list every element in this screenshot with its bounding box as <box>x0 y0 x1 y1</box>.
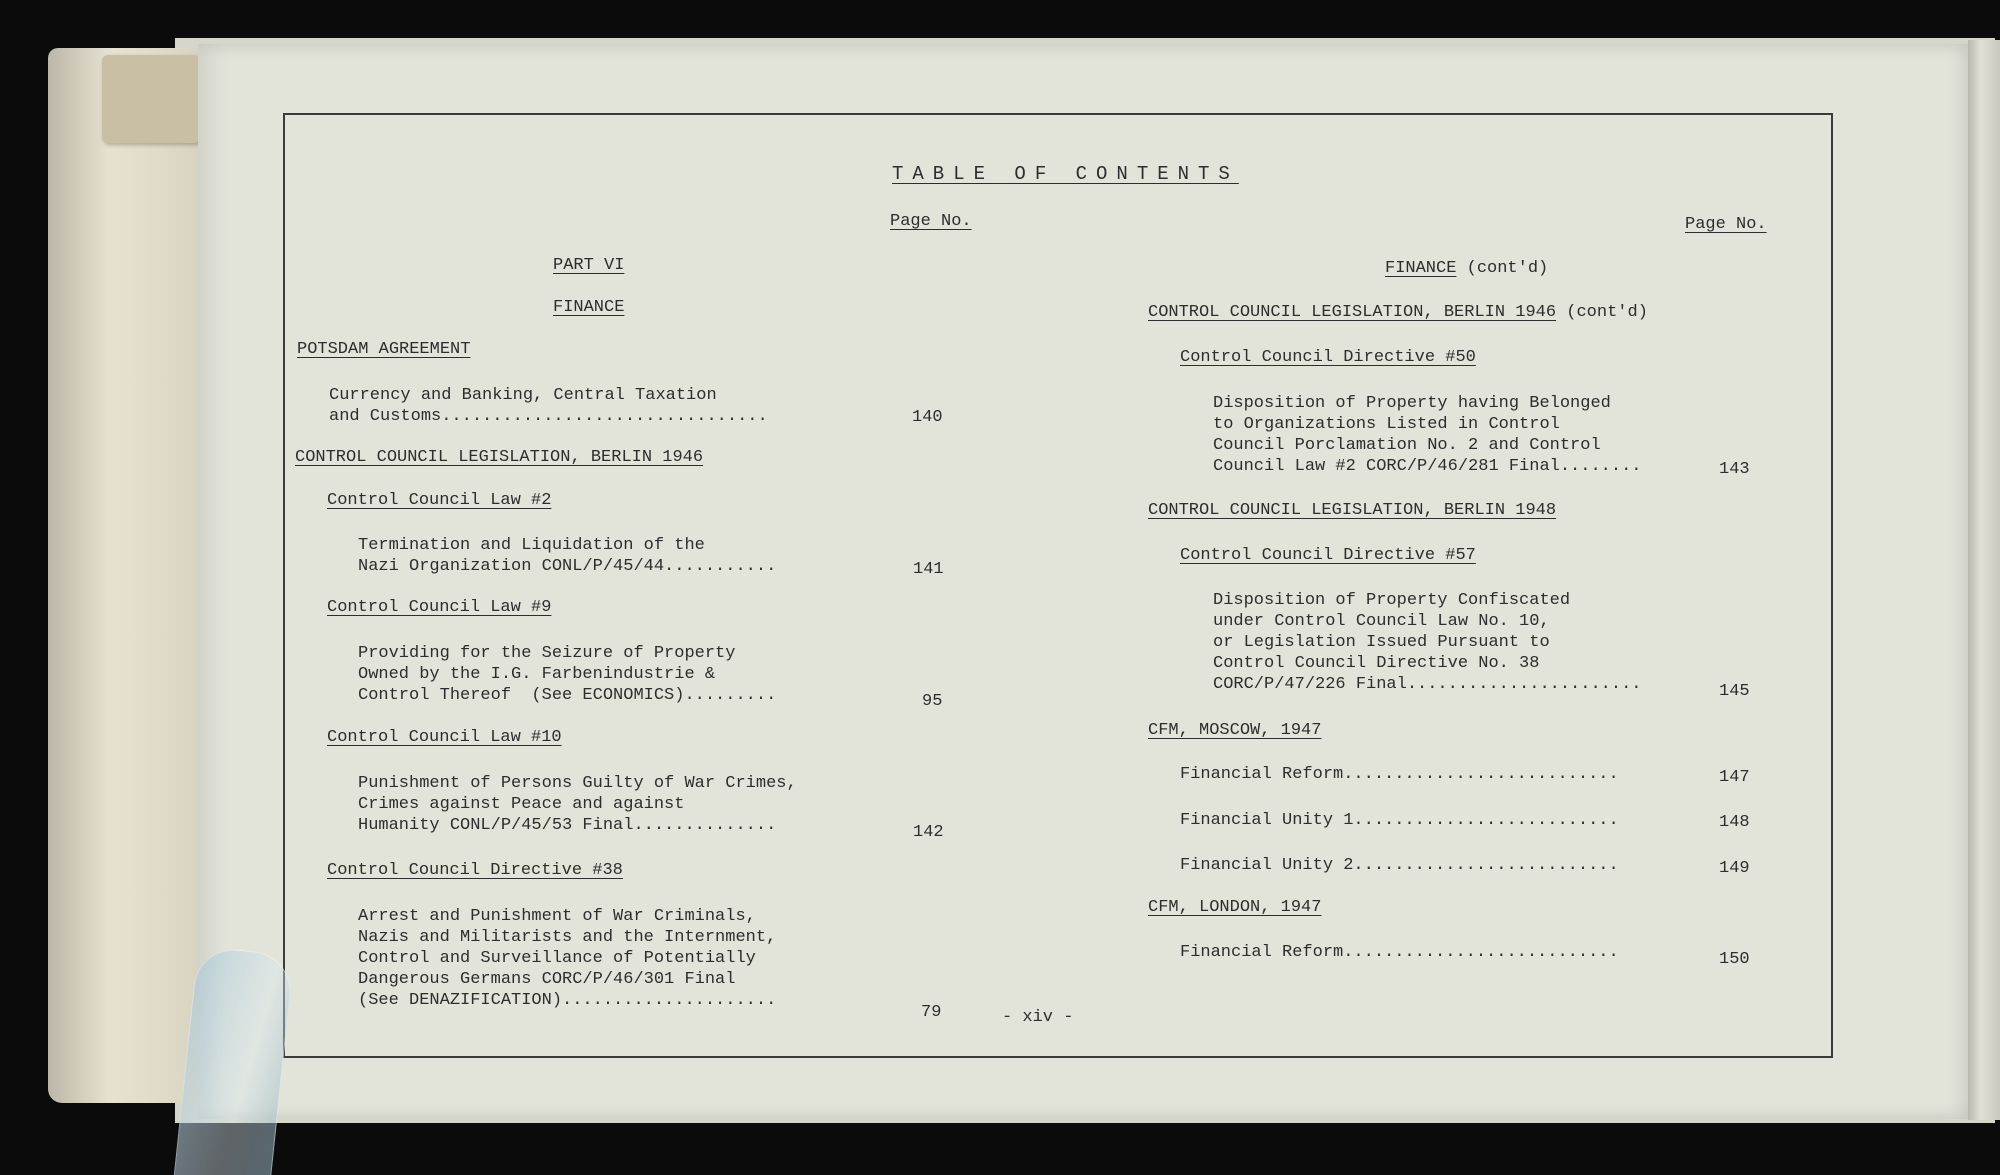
folio-number: - xiv - <box>1002 1008 1074 1027</box>
heading-law-10: Control Council Law #10 <box>327 728 562 747</box>
page-number-145: 145 <box>1719 682 1750 701</box>
page-number-142: 142 <box>913 823 944 842</box>
finance-label: FINANCE <box>1385 259 1457 278</box>
heading-ccl-berlin-1948: CONTROL COUNCIL LEGISLATION, BERLIN 1948 <box>1148 501 1557 520</box>
heading-directive-57: Control Council Directive #57 <box>1180 546 1476 565</box>
page-number-147: 147 <box>1719 768 1750 787</box>
page-number-79: 79 <box>921 1003 942 1022</box>
section-heading-finance: FINANCE <box>553 298 625 317</box>
page-title: TABLE OF CONTENTS <box>892 163 1239 185</box>
toc-entry-directive-38: Arrest and Punishment of War Criminals, Nazis and Militarists and the Internment, Control and Surveillance of Potentially Dangerous Germans CORC/P/46/301 Final (See DENAZIFICATION)..................... <box>358 907 777 1010</box>
ccl-1946-label: CONTROL COUNCIL LEGISLATION, BERLIN 1946 <box>1148 303 1557 322</box>
page-no-header-right: Page No. <box>1685 215 1767 234</box>
heading-directive-50: Control Council Directive #50 <box>1180 348 1476 367</box>
ccl-1946-suffix: (cont'd) <box>1566 303 1648 322</box>
page-number-95: 95 <box>922 692 943 711</box>
toc-entry-financial-unity-2: Financial Unity 2.......................... <box>1180 856 1619 875</box>
page-stack-edge <box>1968 40 2000 1120</box>
contd-label: (cont'd) <box>1466 259 1549 278</box>
heading-cfm-london: CFM, LONDON, 1947 <box>1148 898 1322 917</box>
heading-ccl-berlin-1946-contd <box>1148 302 1648 323</box>
tab-corner <box>102 55 200 143</box>
heading-law-9: Control Council Law #9 <box>327 598 552 617</box>
page-number-143: 143 <box>1719 460 1750 479</box>
heading-potsdam-agreement: POTSDAM AGREEMENT <box>297 340 471 359</box>
toc-entry-directive-57: Disposition of Property Confiscated under Control Council Law No. 10, or Legislation Issued Pursuant to Control Council Directive No. 38 CORC/P/47/226 Final....................... <box>1213 591 1642 694</box>
toc-entry-financial-unity-1: Financial Unity 1.......................... <box>1180 811 1619 830</box>
toc-entry-directive-50: Disposition of Property having Belonged to Organizations Listed in Control Council Porclamation No. 2 and Control Council Law #2 CORC/P/46/281 Final........ <box>1213 394 1642 476</box>
toc-entry-financial-reform-london: Financial Reform........................... <box>1180 943 1619 962</box>
toc-entry-law-10: Punishment of Persons Guilty of War Crimes, Crimes against Peace and against Humanity CONL/P/45/53 Final.............. <box>358 774 797 835</box>
heading-directive-38: Control Council Directive #38 <box>327 861 623 880</box>
toc-entry-financial-reform-moscow: Financial Reform........................... <box>1180 765 1619 784</box>
page-number-141: 141 <box>913 560 944 579</box>
page-number-140: 140 <box>912 408 943 427</box>
toc-entry-law-9: Providing for the Seizure of Property Owned by the I.G. Farbenindustrie & Control Thereof (See ECONOMICS)......... <box>358 644 777 705</box>
page-no-header-left: Page No. <box>890 212 972 231</box>
heading-ccl-berlin-1946: CONTROL COUNCIL LEGISLATION, BERLIN 1946 <box>295 448 704 467</box>
page-number-149: 149 <box>1719 859 1750 878</box>
heading-cfm-moscow: CFM, MOSCOW, 1947 <box>1148 721 1322 740</box>
page-number-150: 150 <box>1719 950 1750 969</box>
heading-law-2: Control Council Law #2 <box>327 491 552 510</box>
page-number-148: 148 <box>1719 813 1750 832</box>
part-heading: PART VI <box>553 256 625 275</box>
section-heading-finance-contd <box>1385 258 1548 279</box>
toc-entry-law-2: Termination and Liquidation of the Nazi Organization CONL/P/45/44........... <box>358 536 777 576</box>
toc-entry-currency-banking: Currency and Banking, Central Taxation and Customs................................ <box>329 386 768 426</box>
